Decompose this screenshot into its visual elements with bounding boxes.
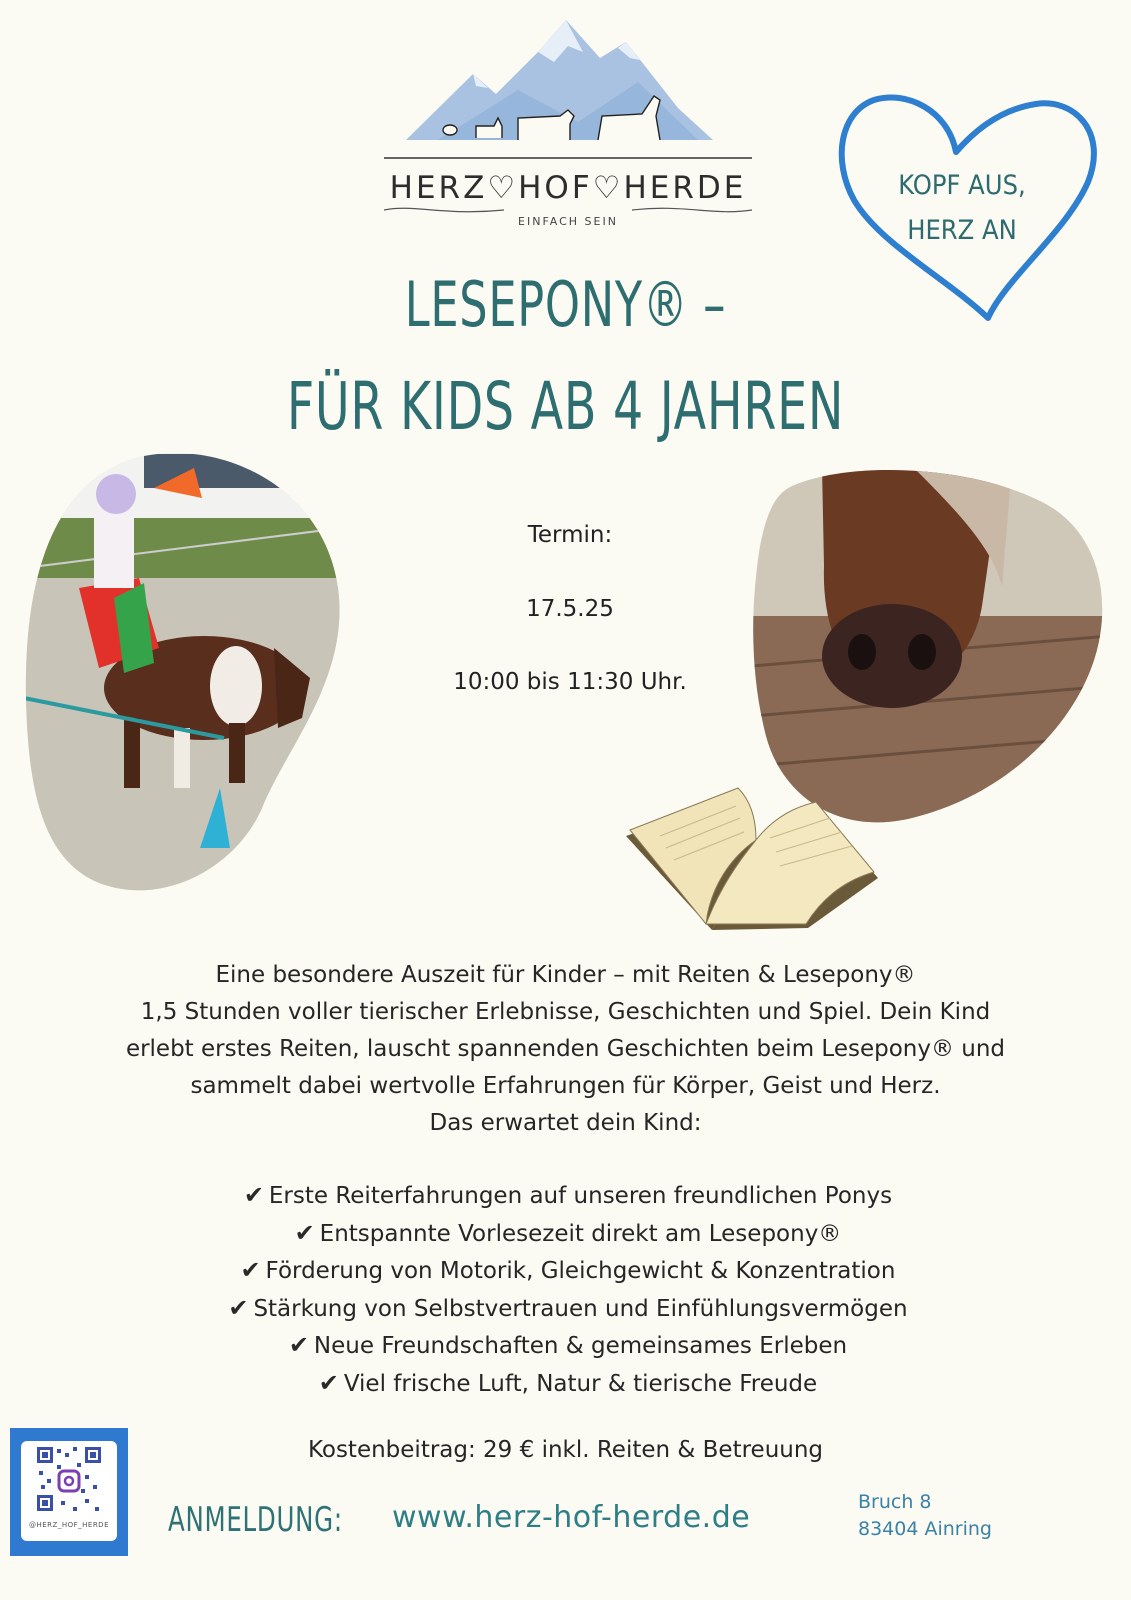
benefit-item: ✔ Entspannte Vorlesezeit direkt am Lesepony® — [40, 1215, 1091, 1253]
mountain-logo-graphic — [378, 12, 758, 172]
termin-time: 10:00 bis 11:30 Uhr. — [453, 669, 687, 695]
checkmark-icon: ✔ — [240, 1256, 261, 1284]
checkmark-icon: ✔ — [228, 1293, 249, 1322]
intro-line: Das erwartet dein Kind: — [429, 1110, 702, 1136]
benefit-item: ✔ Viel frische Luft, Natur & tierische Freude — [40, 1365, 1091, 1403]
intro-line: 1,5 Stunden voller tierischer Erlebnisse, Geschichten und Spiel. Dein Kind — [140, 999, 991, 1025]
checkmark-icon: ✔ — [318, 1368, 339, 1397]
open-book-illustration — [620, 778, 882, 934]
intro-line: sammelt dabei wertvolle Erfahrungen für Körper, Geist und Herz. — [190, 1073, 941, 1099]
checkmark-icon: ✔ — [243, 1181, 264, 1209]
title-line2: FÜR KIDS AB 4 JAHREN — [286, 368, 845, 445]
logo-wordmark: HERZ♡HOF♡HERDE — [389, 170, 747, 206]
intro-line: Eine besondere Auszeit für Kinder – mit Reiten & Lesepony® — [215, 962, 916, 988]
intro-paragraph — [40, 957, 1091, 1142]
cost-info: Kostenbeitrag: 29 € inkl. Reiten & Betreuung — [307, 1437, 824, 1463]
checkmark-icon: ✔ — [294, 1218, 315, 1247]
benefit-item: ✔ Stärkung von Selbstvertrauen und Einfühlungsvermögen — [40, 1290, 1091, 1328]
checkmark-icon: ✔ — [288, 1331, 309, 1359]
benefit-item: ✔ Erste Reiterfahrungen auf unseren freundlichen Ponys — [40, 1177, 1091, 1215]
address-city: 83404 Ainring — [858, 1518, 992, 1540]
heart-text-line2: HERZ AN — [907, 215, 1017, 246]
termin-date: 17.5.25 — [526, 596, 614, 622]
benefit-item: ✔ Neue Freundschaften & gemeinsames Erleben — [40, 1327, 1091, 1365]
benefit-list — [40, 1177, 1091, 1402]
benefit-item: ✔ Förderung von Motorik, Gleichgewicht & Konzentration — [40, 1252, 1091, 1290]
intro-line: erlebt erstes Reiten, lauscht spannenden Geschichten beim Lesepony® und — [125, 1036, 1006, 1062]
website-link[interactable]: www.herz-hof-herde.de — [392, 1500, 751, 1535]
heart-text-line1: KOPF AUS, — [898, 170, 1026, 201]
photo-child-riding-pony — [24, 448, 342, 896]
logo — [378, 12, 758, 237]
photo-pony-nose-closeup — [752, 466, 1110, 826]
address-street: Bruch 8 — [858, 1491, 932, 1513]
qr-handle-label: @HERZ_HOF_HERDE — [28, 1521, 109, 1529]
title-line1: LESEPONY® – — [404, 268, 727, 341]
qr-pattern-icon — [21, 1441, 117, 1521]
termin-label: Termin: — [527, 522, 613, 548]
anmeldung-label: ANMELDUNG: — [168, 1500, 343, 1540]
logo-tagline: EINFACH SEIN — [518, 215, 618, 228]
